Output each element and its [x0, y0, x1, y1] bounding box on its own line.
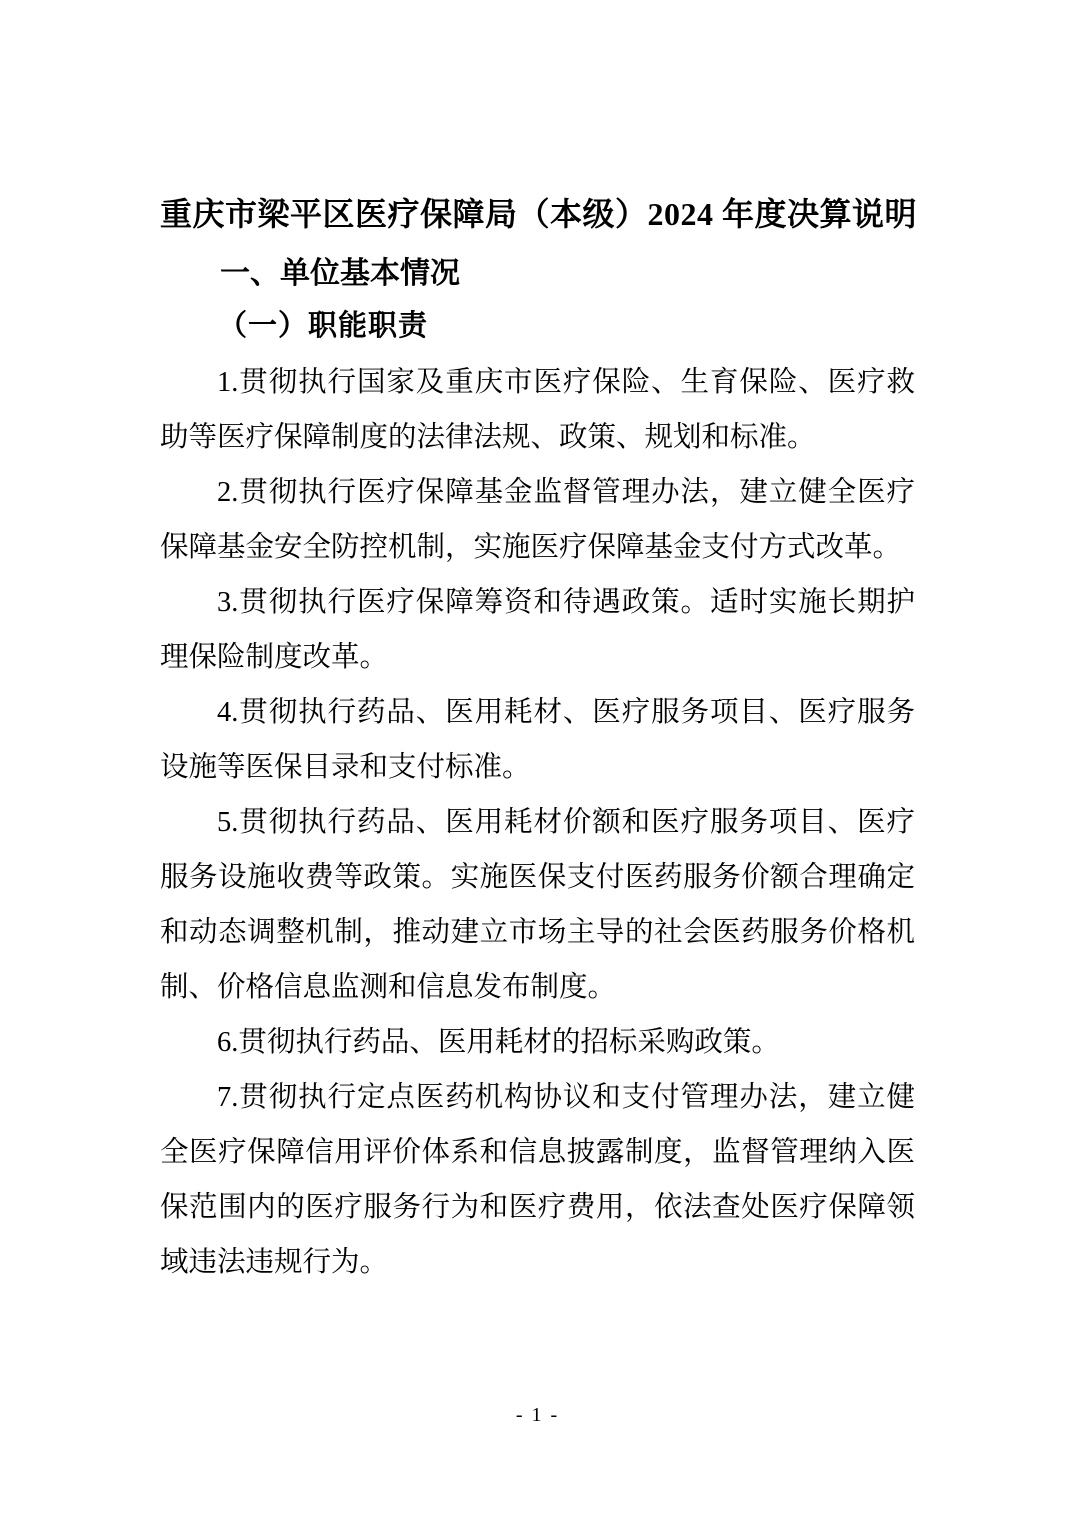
paragraph-line: 3.贯彻执行医疗保障筹资和待遇政策。适时实施长期护: [217, 587, 915, 618]
subsection-heading: （一）职能职责: [218, 310, 429, 342]
paragraph-line: 设施等医保目录和支付标准。: [160, 752, 531, 783]
page-number: - 1 -: [515, 1404, 560, 1426]
section-heading: 一、单位基本情况: [220, 257, 460, 290]
document-title: 重庆市梁平区医疗保障局（本级）2024 年度决算说明: [160, 196, 918, 232]
paragraph: [160, 465, 915, 575]
paragraph: [160, 1015, 915, 1070]
paragraph-line: 理保险制度改革。: [160, 642, 389, 673]
paragraph: [160, 685, 915, 795]
paragraph-line: 1.贯彻执行国家及重庆市医疗保险、生育保险、医疗救: [217, 367, 915, 398]
paragraph-line: 5.贯彻执行药品、医用耗材价额和医疗服务项目、医疗: [217, 807, 915, 838]
paragraphs: [160, 355, 915, 1290]
paragraph-line: 制、价格信息监测和信息发布制度。: [160, 972, 617, 1003]
document-content: [160, 0, 918, 1290]
paragraph-line: 域违法违规行为。: [160, 1247, 389, 1278]
paragraph-line: 助等医疗保障制度的法律法规、政策、规划和标准。: [160, 422, 816, 453]
paragraph: [160, 575, 915, 685]
paragraph-line: 保障基金安全防控机制，实施医疗保障基金支付方式改革。: [160, 532, 902, 563]
paragraph-line: 和动态调整机制，推动建立市场主导的社会医药服务价格机: [160, 917, 915, 948]
paragraph-line: 服务设施收费等政策。实施医保支付医药服务价额合理确定: [160, 862, 915, 893]
paragraph-line: 全医疗保障信用评价体系和信息披露制度，监督管理纳入医: [160, 1137, 915, 1168]
paragraph: [160, 1070, 915, 1290]
paragraph-line: 6.贯彻执行药品、医用耗材的招标采购政策。: [217, 1027, 780, 1058]
paragraph-line: 7.贯彻执行定点医药机构协议和支付管理办法，建立健: [217, 1082, 915, 1113]
paragraph-line: 4.贯彻执行药品、医用耗材、医疗服务项目、医疗服务: [217, 697, 915, 728]
paragraph-line: 2.贯彻执行医疗保障基金监督管理办法，建立健全医疗: [217, 477, 915, 508]
paragraph: [160, 795, 915, 1015]
paragraph-line: 保范围内的医疗服务行为和医疗费用，依法查处医疗保障领: [160, 1192, 915, 1223]
paragraph: [160, 355, 915, 465]
